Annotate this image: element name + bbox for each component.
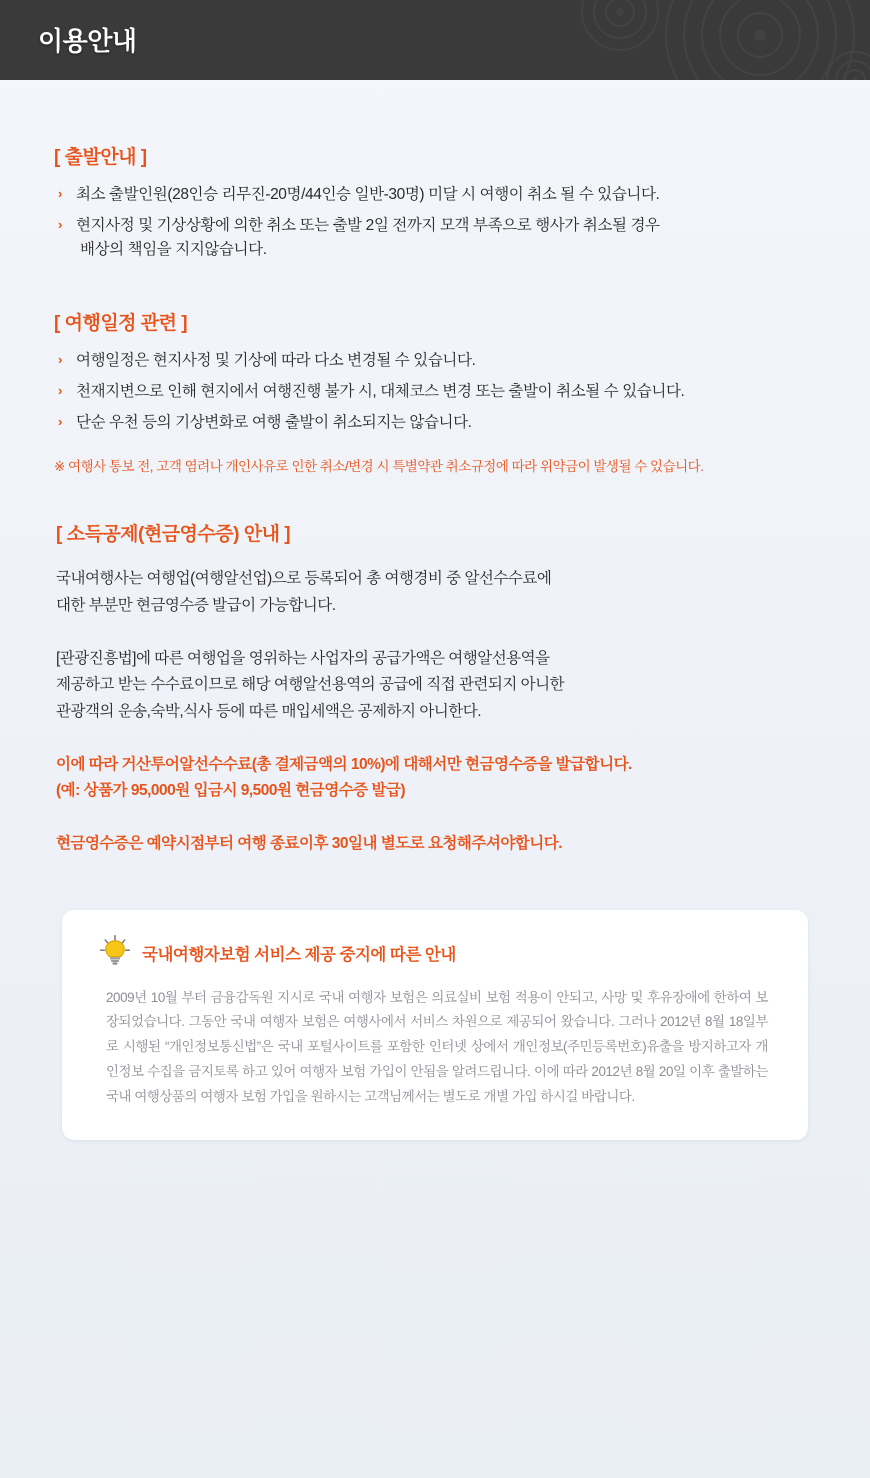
- deduction-paragraph: [56, 646, 830, 726]
- insurance-notice-body: 2009년 10월 부터 금융감독원 지시로 국내 여행자 보험은 의료실비 보험 적용이 안되고, 사망 및 후유장애에 한하여 보장되었습니다. 그동안 국내 여행자 보험은 여행사에서 서비스 차원으로 제공되어 왔습니다. 그러나 2012년 8월 18일부로 시행된 “개인정보통신법”은 국내 포털사이트를 포함한 인터넷 상에서 개인정보(주민등록번호)유출을 방지하고자 개인정보 수집을 금지토록 하고 있어 여행자 보험 가입이 안됨을 알려드립니다. 이에 따라 2012년 8월 20일 이후 출발하는 국내 여행상품의 여행자 보험 가입을 원하시는 고객님께서는 별도로 개별 가입 하시길 바랍니다.: [106, 989, 768, 1104]
- list-item-line: 여행일정은 현지사정 및 기상에 따라 다소 변경될 수 있습니다.: [76, 352, 476, 370]
- deduction-paragraph: [56, 566, 830, 619]
- lightbulb-icon: [98, 934, 132, 968]
- chevron-right-icon: ›: [58, 414, 62, 430]
- section-heading: [ 여행일정 관련 ]: [54, 313, 188, 335]
- page-title: 이용안내: [38, 26, 137, 56]
- paragraph-line: 현금영수증은 예약시점부터 여행 종료이후 30일내 별도로 요청해주셔야합니다.: [56, 834, 563, 852]
- insurance-notice-header: [98, 936, 772, 970]
- deduction-paragraph-highlight: [56, 752, 830, 805]
- section-heading: [ 출발안내 ]: [54, 147, 147, 168]
- paragraph-line: 제공하고 받는 수수료이므로 해당 여행알선용역의 공급에 직접 관련되지 아니한: [56, 676, 565, 694]
- chevron-right-icon: ›: [58, 352, 62, 368]
- deduction-paragraph-highlight: [56, 831, 830, 858]
- section-departure: [40, 142, 830, 262]
- page-header: [0, 0, 870, 80]
- list-item: [54, 411, 830, 435]
- paragraph-line: 관광객의 운송,숙박,식사 등에 따른 매입세액은 공제하지 아니한다.: [56, 702, 482, 720]
- list-item-line: 현지사정 및 기상상황에 의한 취소 또는 출발 2일 전까지 모객 부족으로 행사가 취소될 경우: [76, 217, 660, 235]
- chevron-right-icon: ›: [58, 217, 62, 233]
- chevron-right-icon: ›: [58, 383, 62, 399]
- list-item: [54, 183, 830, 207]
- insurance-notice-title: 국내여행자보험 서비스 제공 중지에 따른 안내: [142, 945, 456, 964]
- list-item-line: 천재지변으로 인해 현지에서 여행진행 불가 시, 대체코스 변경 또는 출발이 취소될 수 있습니다.: [76, 383, 685, 401]
- list-item: [54, 214, 830, 262]
- list-item: [54, 380, 830, 404]
- departure-bullet-list: [54, 183, 830, 262]
- chevron-right-icon: ›: [58, 186, 62, 201]
- itinerary-bullet-list: [54, 349, 830, 435]
- paragraph-line: 이에 따라 거산투어알선수수료(총 결제금액의 10%)에 대해서만 현금영수증을 발급합니다.: [56, 755, 632, 773]
- insurance-notice-card: [62, 910, 808, 1140]
- list-item-line: 최소 출발인원(28인승 리무진-20명/44인승 일반-30명) 미달 시 여행이 취소 될 수 있습니다.: [76, 186, 660, 203]
- paragraph-line: 국내여행사는 여행업(여행알선업)으로 등록되어 총 여행경비 중 알선수수료에: [56, 570, 552, 588]
- content-area: [0, 142, 870, 1140]
- section-itinerary: [40, 308, 830, 477]
- list-item-line: 배상의 책임을 지지않습니다.: [80, 241, 267, 259]
- list-item-line: 단순 우천 등의 기상변화로 여행 출발이 취소되지는 않습니다.: [76, 414, 472, 432]
- paragraph-line: 대한 부분만 현금영수증 발급이 가능합니다.: [56, 597, 336, 614]
- section-heading: [ 소득공제(현금영수증) 안내 ]: [56, 524, 291, 546]
- section-tax-deduction: [40, 519, 830, 857]
- list-item: [54, 349, 830, 373]
- itinerary-note: ※ 여행사 통보 전, 고객 염려나 개인사유로 인한 취소/변경 시 특별약관 취소규정에 따라 위약금이 발생될 수 있습니다.: [54, 459, 704, 475]
- concentric-rings-decoration: [460, 0, 870, 80]
- paragraph-line: (예: 상품가 95,000원 입금시 9,500원 현금영수증 발급): [56, 782, 406, 800]
- paragraph-line: [관광진흥법]에 따른 여행업을 영위하는 사업자의 공급가액은 여행알선용역을: [56, 649, 550, 667]
